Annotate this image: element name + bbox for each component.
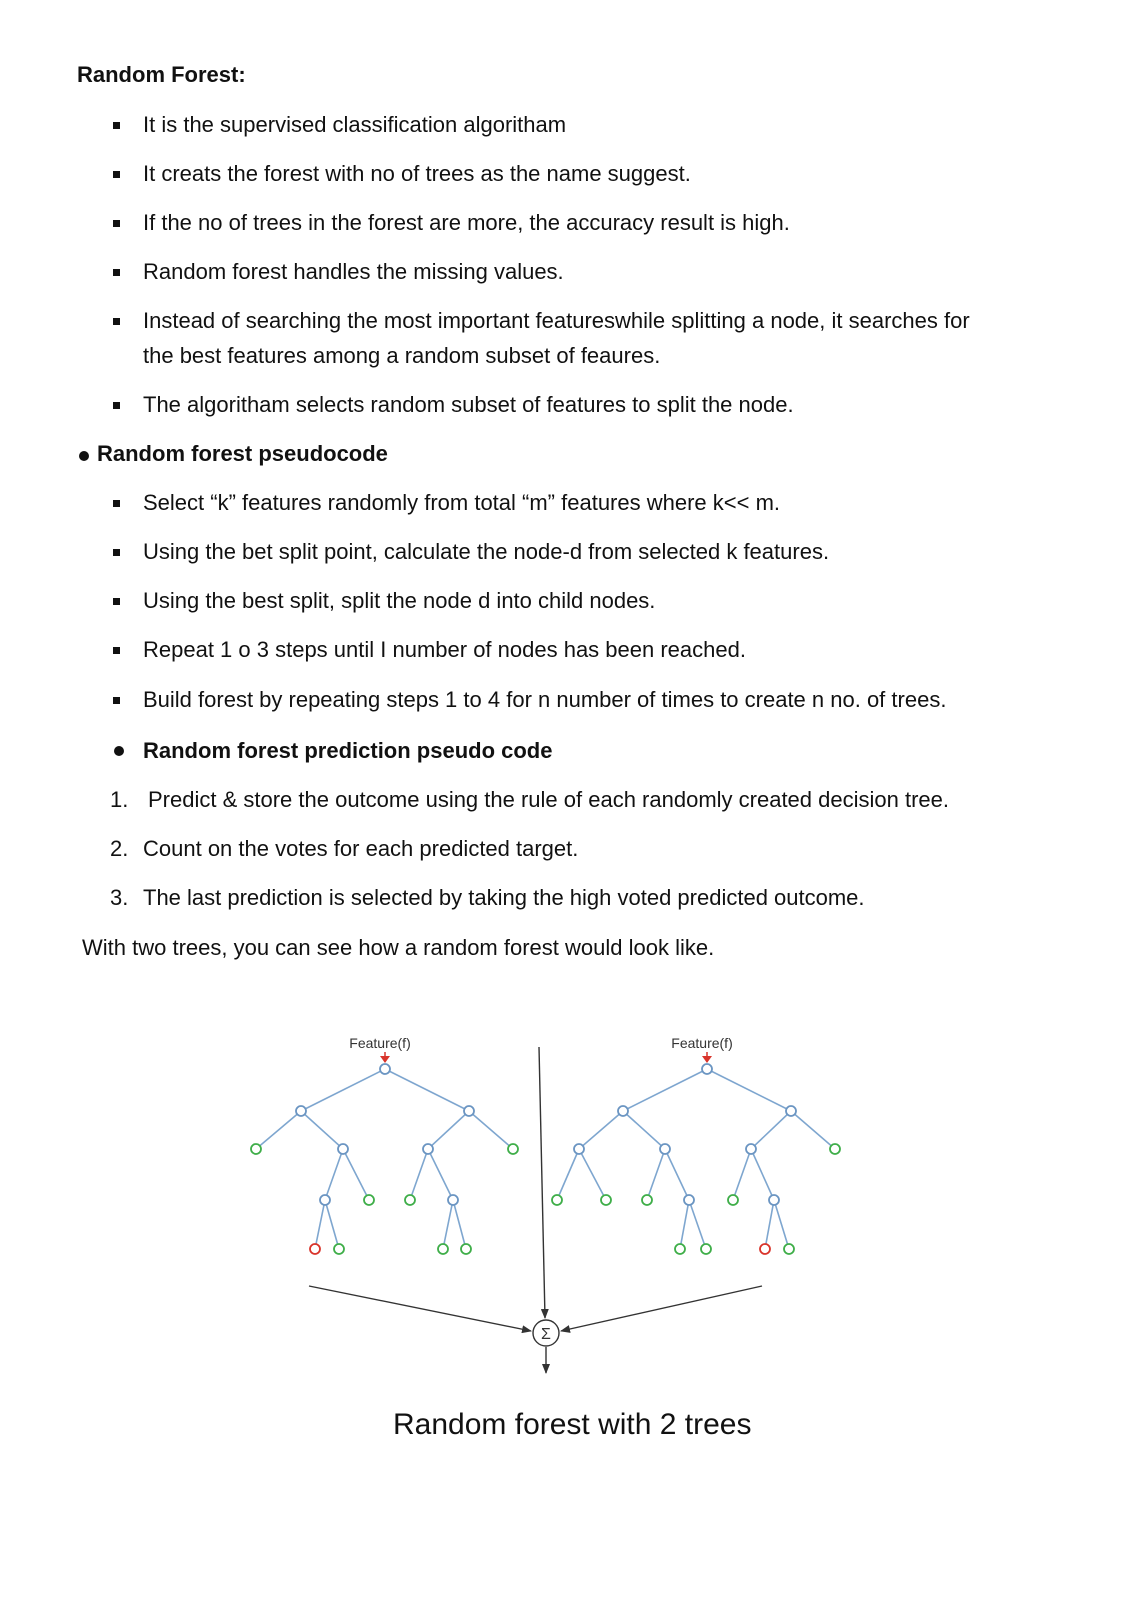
left-tree-edges	[256, 1069, 513, 1249]
tree-node	[746, 1144, 756, 1154]
leaf-node-green	[601, 1195, 611, 1205]
intro-bullet-5-continued: the best features among a random subset of feaures.	[143, 343, 661, 368]
pseudocode-bullet-1: Select “k” features randomly from total “m” features where k<< m.	[143, 490, 781, 515]
right-tree-edges	[557, 1069, 835, 1249]
intro-bullet-4: Random forest handles the missing values.	[143, 259, 564, 284]
tree-node	[464, 1106, 474, 1116]
leaf-node-green	[675, 1244, 685, 1254]
pseudocode-bullet-2: Using the bet split point, calculate the node-d from selected k features.	[143, 539, 830, 564]
step-number: 1.	[110, 787, 129, 812]
leaf-node-green	[251, 1144, 261, 1154]
pseudocode-bullet-3: Using the best split, split the node d into child nodes.	[143, 588, 656, 613]
leaf-node-green	[461, 1244, 471, 1254]
leaf-node-green	[405, 1195, 415, 1205]
feature-label-left: Feature(f)	[349, 1035, 411, 1051]
leaf-node-red	[310, 1244, 320, 1254]
leaf-node-green	[334, 1244, 344, 1254]
prediction-step-3: The last prediction is selected by taking the high voted predicted outcome.	[143, 885, 865, 910]
sigma-icon: Σ	[541, 1326, 551, 1343]
leaf-node-green	[728, 1195, 738, 1205]
closing-sentence: With two trees, you can see how a random forest would look like.	[82, 935, 715, 960]
section-heading: Random Forest:	[77, 62, 246, 87]
intro-bullet-6: The algoritham selects random subset of features to split the node.	[143, 392, 794, 417]
prediction-heading: Random forest prediction pseudo code	[143, 738, 553, 763]
aggregation-arrows	[309, 1047, 762, 1373]
left-tree-arrow	[309, 1286, 531, 1331]
tree-node	[320, 1195, 330, 1205]
root-node	[702, 1064, 712, 1074]
center-arrow	[539, 1047, 545, 1318]
tree-node	[296, 1106, 306, 1116]
step-number: 2.	[110, 836, 129, 861]
tree-node	[684, 1195, 694, 1205]
tree-node	[660, 1144, 670, 1154]
tree-node	[423, 1144, 433, 1154]
prediction-step-2: Count on the votes for each predicted target.	[143, 836, 579, 861]
leaf-node-green	[642, 1195, 652, 1205]
root-node	[380, 1064, 390, 1074]
left-tree-nodes	[251, 1064, 518, 1254]
intro-bullet-3: If the no of trees in the forest are more, the accuracy result is high.	[143, 210, 790, 235]
tree-node	[618, 1106, 628, 1116]
leaf-node-green	[784, 1244, 794, 1254]
pseudocode-bullet-5: Build forest by repeating steps 1 to 4 for n number of times to create n no. of trees.	[143, 687, 947, 712]
leaf-node-green	[364, 1195, 374, 1205]
figure-caption: Random forest with 2 trees	[393, 1408, 752, 1441]
pseudocode-bullet-4: Repeat 1 o 3 steps until I number of nodes has been reached.	[143, 637, 746, 662]
intro-bullet-5: Instead of searching the most important featureswhile splitting a node, it searches for	[143, 308, 970, 333]
pseudocode-heading: Random forest pseudocode	[97, 441, 388, 466]
feature-label-right: Feature(f)	[671, 1035, 733, 1051]
leaf-node-green	[552, 1195, 562, 1205]
right-tree-arrow	[561, 1286, 762, 1331]
leaf-node-green	[508, 1144, 518, 1154]
step-number: 3.	[110, 885, 129, 910]
tree-node	[338, 1144, 348, 1154]
right-tree-nodes	[552, 1064, 840, 1254]
intro-bullet-1: It is the supervised classification algoritham	[143, 112, 567, 137]
leaf-node-red	[760, 1244, 770, 1254]
tree-node	[769, 1195, 779, 1205]
leaf-node-green	[438, 1244, 448, 1254]
leaf-node-green	[701, 1244, 711, 1254]
tree-node	[786, 1106, 796, 1116]
tree-node	[448, 1195, 458, 1205]
tree-node	[574, 1144, 584, 1154]
intro-bullet-2: It creats the forest with no of trees as the name suggest.	[143, 161, 691, 186]
leaf-node-green	[830, 1144, 840, 1154]
prediction-step-1: Predict & store the outcome using the rule of each randomly created decision tree.	[148, 787, 949, 812]
